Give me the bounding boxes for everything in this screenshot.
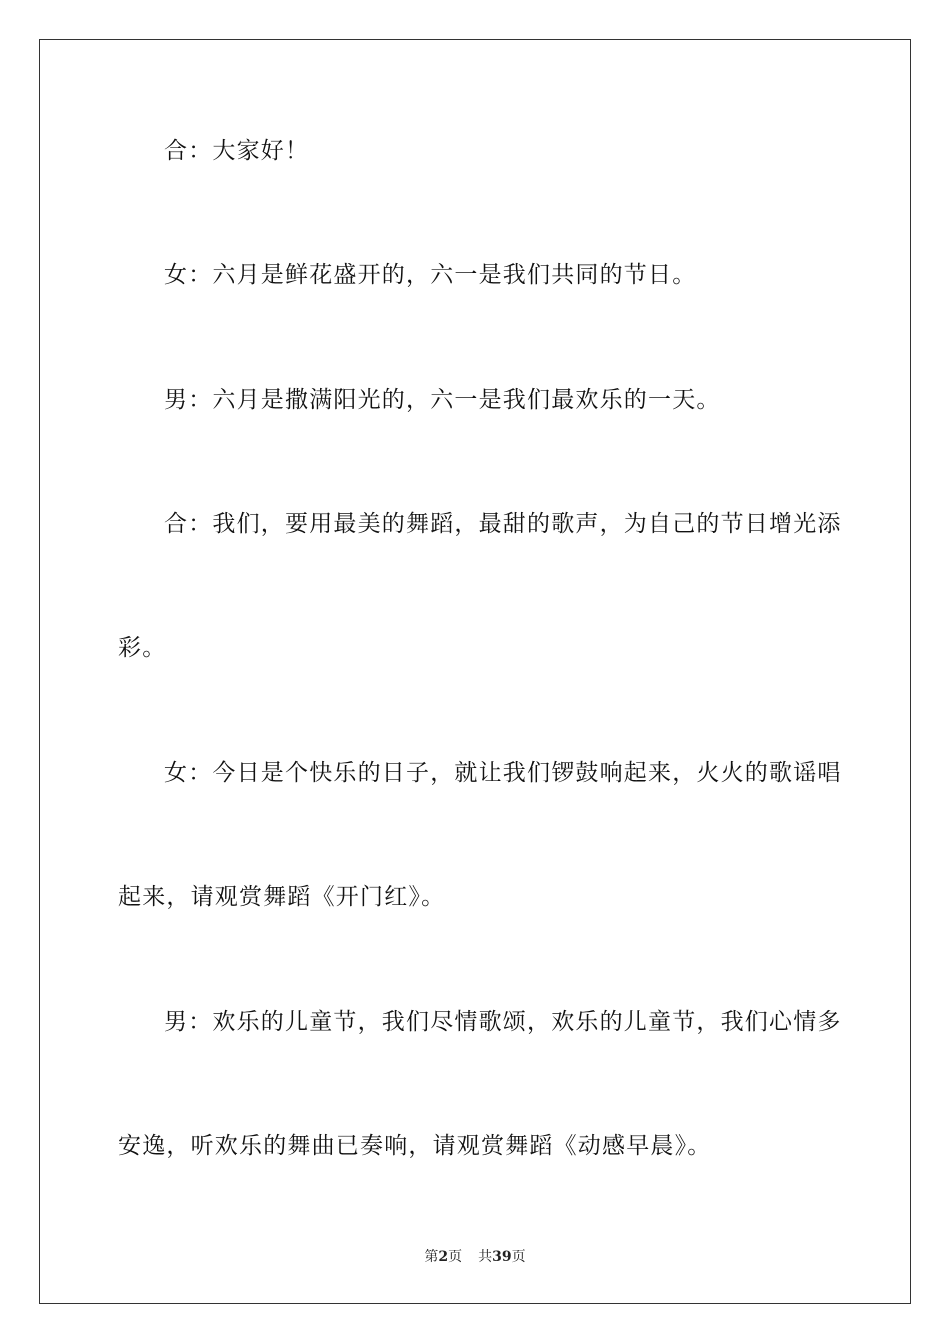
dialogue-line-6: 男：欢乐的儿童节，我们尽情歌颂，欢乐的儿童节，我们心情多 [164,1009,842,1035]
total-prefix: 共 [478,1249,493,1265]
page-suffix: 页 [448,1249,463,1265]
total-pages: 39 [492,1249,512,1265]
dialogue-line-5-continued: 起来，请观赏舞蹈《开门红》。 [118,884,446,910]
dialogue-line-6-continued: 安逸，听欢乐的舞曲已奏响，请观赏舞蹈《动感早晨》。 [118,1133,712,1159]
page-prefix: 第 [424,1249,439,1265]
dialogue-line-3: 男：六月是撒满阳光的，六一是我们最欢乐的一天。 [164,387,721,413]
page-frame [39,39,911,1304]
page-footer [0,1249,950,1265]
dialogue-line-1: 合：大家好！ [164,138,310,164]
page-number: 2 [438,1249,449,1265]
dialogue-line-2: 女：六月是鲜花盛开的，六一是我们共同的节日。 [164,262,697,288]
dialogue-line-4-continued: 彩。 [118,635,167,661]
dialogue-line-5: 女：今日是个快乐的日子，就让我们锣鼓响起来，火火的歌谣唱 [164,760,842,786]
total-suffix: 页 [511,1249,526,1265]
dialogue-line-4: 合：我们，要用最美的舞蹈，最甜的歌声，为自己的节日增光添 [164,511,842,537]
